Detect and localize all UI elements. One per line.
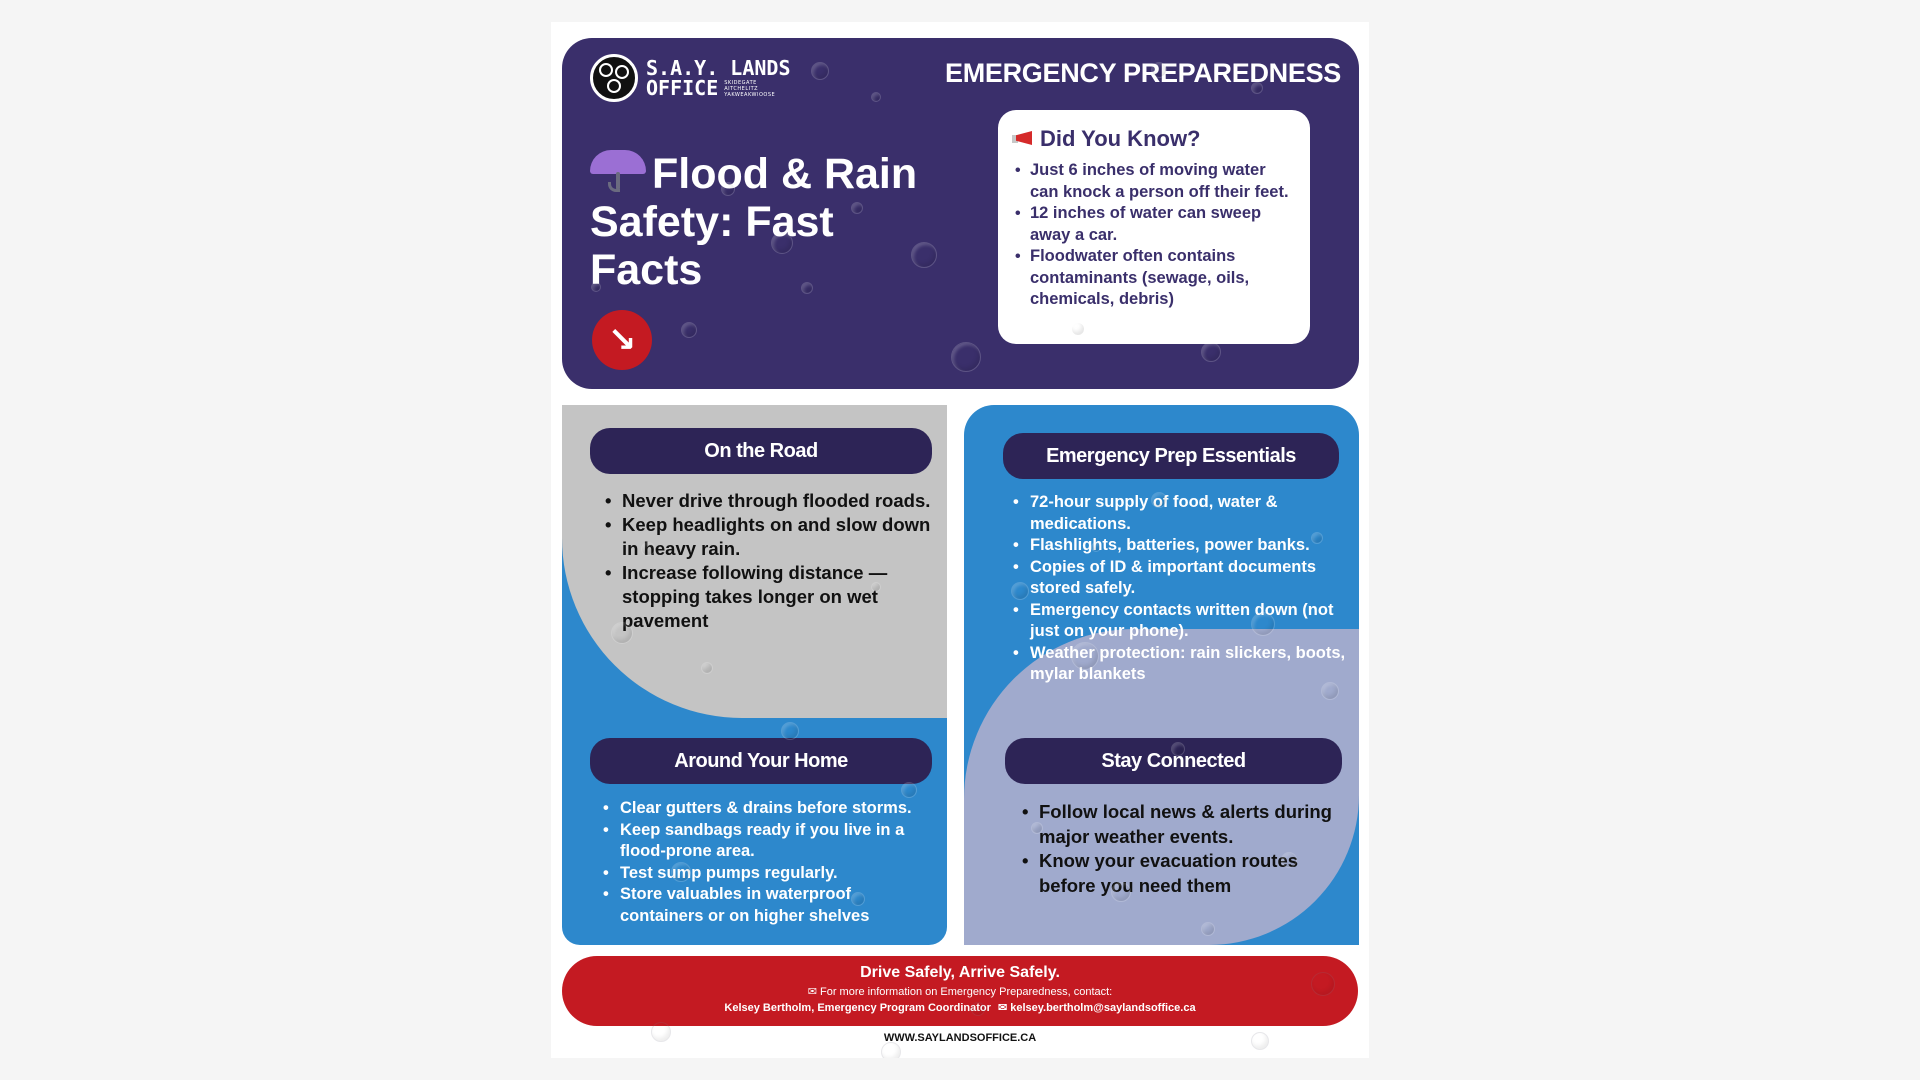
list-item: • Clear gutters & drains before storms. [600, 798, 936, 820]
emergency-prep-essentials-list [1010, 492, 1346, 686]
flyer-page [551, 22, 1369, 1058]
list-item: • Just 6 inches of moving water can knock a person off their feet. [1010, 160, 1296, 203]
list-item: • Follow local news & alerts during major weather events. [1019, 800, 1339, 849]
page-title-text: Flood & Rain Safety: Fast Facts [590, 150, 918, 294]
list-item: • Flashlights, batteries, power banks. [1010, 535, 1346, 557]
stay-connected-heading: Stay Connected [1005, 738, 1342, 784]
mailbox-icon: ✉ [807, 986, 817, 998]
header-category-title: EMERGENCY PREPAREDNESS [945, 58, 1341, 88]
page-title [590, 146, 950, 294]
arrow-down-right-icon: ↘ [592, 310, 652, 370]
left-panel [562, 405, 947, 945]
website-link[interactable]: WWW.SAYLANDSOFFICE.CA [883, 1032, 1037, 1044]
list-item: • Keep sandbags ready if you live in a flood-prone area. [600, 820, 936, 863]
list-item: • Store valuables in waterproof containers or on higher shelves [600, 884, 936, 927]
megaphone-icon [1010, 129, 1034, 149]
around-your-home-heading: Around Your Home [590, 738, 932, 784]
header-banner [562, 38, 1359, 389]
logo-subtext: SKIDEGATE AITCHELITZ YAKWEAKWIOOSE [724, 79, 776, 98]
footer-contact-name: Kelsey Bertholm, Emergency Program Coordinator [724, 1002, 991, 1014]
list-item: • Never drive through flooded roads. [602, 489, 938, 513]
on-the-road-list [602, 489, 938, 633]
did-you-know-list [1010, 160, 1296, 311]
right-panel [964, 405, 1359, 945]
list-item: • Increase following distance — stopping takes longer on wet pavement [602, 561, 938, 633]
logo-name-line1: S.A.Y. LANDS [646, 56, 791, 80]
footer-contact-email[interactable]: kelsey.bertholm@saylandsoffice.ca [1010, 1002, 1196, 1014]
list-item: • Copies of ID & important documents stored safely. [1010, 557, 1346, 600]
on-the-road-heading: On the Road [590, 428, 932, 474]
list-item: • Keep headlights on and slow down in heavy rain. [602, 513, 938, 561]
raindrop [881, 1042, 901, 1058]
list-item: • Emergency contacts written down (not just on your phone). [1010, 600, 1346, 643]
list-item: • Know your evacuation routes before you need them [1019, 849, 1339, 898]
list-item: • Test sump pumps regularly. [600, 863, 936, 885]
emergency-prep-essentials-heading: Emergency Prep Essentials [1003, 433, 1339, 479]
list-item: • 72-hour supply of food, water & medications. [1010, 492, 1346, 535]
umbrella-rain-icon [590, 146, 646, 192]
logo-emblem-icon [590, 54, 638, 102]
footer-tagline: Drive Safely, Arrive Safely. [860, 964, 1060, 981]
brand-logo [590, 54, 791, 102]
logo-name-line2: OFFICE [646, 76, 719, 100]
did-you-know-title: Did You Know? [1040, 126, 1201, 151]
envelope-icon: ✉ [997, 1002, 1008, 1014]
footer-banner [562, 956, 1358, 1026]
did-you-know-card [998, 110, 1310, 344]
list-item: • Floodwater often contains contaminants (sewage, oils, chemicals, debris) [1010, 246, 1296, 311]
stay-connected-list [1019, 800, 1339, 898]
around-your-home-list [600, 798, 936, 927]
list-item: • Weather protection: rain slickers, boots, mylar blankets [1010, 643, 1346, 686]
footer-info: For more information on Emergency Preparedness, contact: [819, 986, 1113, 998]
list-item: • 12 inches of water can sweep away a car. [1010, 203, 1296, 246]
